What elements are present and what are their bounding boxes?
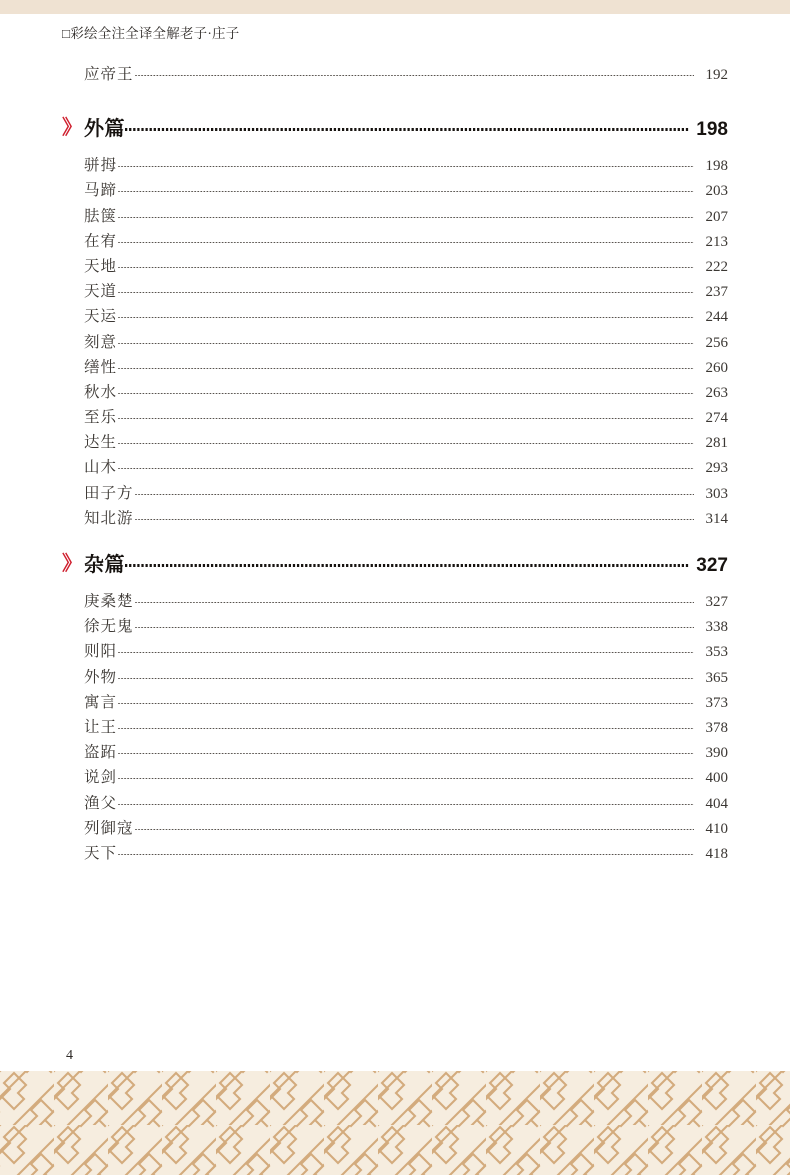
dot-leader <box>135 519 694 520</box>
toc-entry-title: 徐无鬼 <box>84 618 134 636</box>
toc-entry-page: 353 <box>705 644 728 661</box>
toc-entry-title: 在宥 <box>84 232 118 250</box>
toc-entry-page: 365 <box>705 669 728 686</box>
toc-entry-title: 缮性 <box>84 358 118 376</box>
toc-entry[interactable] <box>62 153 728 178</box>
dot-leader <box>125 128 689 131</box>
dot-leader <box>118 468 694 469</box>
dot-leader <box>118 778 694 779</box>
dot-leader <box>118 728 694 729</box>
part-marker-icon: 》 <box>62 117 80 140</box>
toc-entry-title: 天道 <box>84 283 118 301</box>
toc-entry-title: 天地 <box>84 257 118 275</box>
dot-leader <box>118 292 694 293</box>
toc-entry-title: 至乐 <box>84 409 118 427</box>
toc-entry-title: 骈拇 <box>84 157 118 175</box>
toc-entry-title: 天运 <box>84 308 118 326</box>
dot-leader <box>118 166 694 167</box>
dot-leader <box>135 829 694 830</box>
toc-entry-title: 田子方 <box>84 484 134 502</box>
toc-entry-title: 说剑 <box>84 769 118 787</box>
dot-leader <box>118 393 694 394</box>
toc-entry-page: 203 <box>705 183 728 200</box>
toc-entry-title: 天下 <box>84 844 118 862</box>
dot-leader <box>135 627 694 628</box>
top-decorative-band <box>0 0 790 14</box>
toc-entry[interactable] <box>62 330 728 355</box>
toc-entry-page: 198 <box>705 158 728 175</box>
toc-part-page: 198 <box>696 119 728 141</box>
dot-leader <box>118 191 694 192</box>
toc-entry-title: 应帝王 <box>84 66 134 83</box>
toc-part-title: 杂篇 <box>84 554 125 576</box>
toc-entry[interactable] <box>62 62 728 87</box>
toc-part-header[interactable] <box>62 548 728 575</box>
toc-entry[interactable] <box>62 715 728 740</box>
dot-leader <box>118 217 694 218</box>
dot-leader <box>118 678 694 679</box>
toc-entry-title: 渔父 <box>84 794 118 812</box>
dot-leader <box>125 564 689 567</box>
dot-leader <box>118 267 694 268</box>
toc-entry-title: 刻意 <box>84 333 118 351</box>
toc-entry-title: 盗跖 <box>84 744 118 762</box>
toc-entry[interactable] <box>62 304 728 329</box>
toc-entry[interactable] <box>62 229 728 254</box>
dot-leader <box>118 753 694 754</box>
toc-part-header[interactable] <box>62 112 728 139</box>
toc-entry[interactable] <box>62 204 728 229</box>
toc-entry-page: 293 <box>705 460 728 477</box>
dot-leader <box>118 368 694 369</box>
dot-leader <box>118 652 694 653</box>
toc-entry-page: 303 <box>705 485 728 502</box>
toc-entry-title: 秋水 <box>84 383 118 401</box>
dot-leader <box>118 804 694 805</box>
toc-entry-title: 寓言 <box>84 693 118 711</box>
toc-entry[interactable] <box>62 380 728 405</box>
dot-leader <box>135 602 694 603</box>
toc-entry[interactable] <box>62 614 728 639</box>
running-head: □彩绘全注全译全解老子·庄子 <box>62 26 240 41</box>
toc-entry-page: 260 <box>705 359 728 376</box>
toc-entry-title: 山木 <box>84 459 118 477</box>
toc-part-page: 327 <box>696 555 728 576</box>
dot-leader <box>118 242 694 243</box>
toc-entry-page: 418 <box>705 845 728 862</box>
toc-entry-page: 274 <box>705 410 728 427</box>
toc-entry-title: 让王 <box>84 718 118 736</box>
toc-entry[interactable] <box>62 740 728 765</box>
toc-entry[interactable] <box>62 589 728 614</box>
toc-entry-page: 373 <box>705 694 728 711</box>
toc-entry[interactable] <box>62 178 728 203</box>
toc-entry-page: 207 <box>705 208 728 225</box>
dot-leader <box>118 443 694 444</box>
toc-entry[interactable] <box>62 355 728 380</box>
toc-entry-page: 256 <box>705 334 728 351</box>
toc-entry[interactable] <box>62 665 728 690</box>
toc-entry[interactable] <box>62 279 728 304</box>
spacer <box>62 87 728 95</box>
toc-entry-page: 213 <box>705 233 728 250</box>
toc-entry-title: 马蹄 <box>84 182 118 200</box>
toc-entry[interactable] <box>62 816 728 841</box>
toc-entry-page: 244 <box>705 309 728 326</box>
dot-leader <box>118 703 694 704</box>
toc-entry-title: 外物 <box>84 668 118 686</box>
table-of-contents <box>62 62 728 866</box>
toc-entry-page: 263 <box>705 384 728 401</box>
toc-entry-page: 400 <box>705 770 728 787</box>
dot-leader <box>135 75 694 76</box>
toc-entry[interactable] <box>62 455 728 480</box>
dot-leader <box>118 343 694 344</box>
toc-entry-title: 达生 <box>84 434 118 452</box>
toc-entry-title: 则阳 <box>84 643 118 661</box>
dot-leader <box>118 317 694 318</box>
toc-entry-page: 314 <box>705 510 728 527</box>
toc-part-title: 外篇 <box>84 118 125 141</box>
toc-entry[interactable] <box>62 791 728 816</box>
toc-entry[interactable] <box>62 405 728 430</box>
toc-entry[interactable] <box>62 765 728 790</box>
dot-leader <box>118 854 694 855</box>
toc-entry[interactable] <box>62 639 728 664</box>
toc-entry[interactable] <box>62 430 728 455</box>
toc-entry-page: 327 <box>705 594 728 610</box>
toc-entry-title: 知北游 <box>84 509 134 527</box>
toc-entry-page: 281 <box>705 435 728 452</box>
toc-entry-page: 192 <box>705 67 728 83</box>
toc-entry[interactable] <box>62 254 728 279</box>
toc-entry-page: 390 <box>705 745 728 762</box>
toc-entry-page: 237 <box>705 284 728 301</box>
toc-entry-page: 222 <box>705 258 728 275</box>
toc-entry[interactable] <box>62 841 728 866</box>
toc-entry-title: 胠箧 <box>84 207 118 225</box>
toc-entry-page: 378 <box>705 719 728 736</box>
toc-entry[interactable] <box>62 506 728 531</box>
toc-entry-page: 410 <box>705 820 728 837</box>
toc-entry-title: 列御寇 <box>84 819 134 837</box>
bottom-decorative-pattern <box>0 1071 790 1175</box>
toc-entry-title: 庚桑楚 <box>84 593 134 610</box>
toc-entry[interactable] <box>62 690 728 715</box>
fret-pattern-svg <box>0 1071 790 1175</box>
toc-entry[interactable] <box>62 481 728 506</box>
toc-entry-page: 404 <box>705 795 728 812</box>
page-number-folio: 4 <box>66 1048 73 1063</box>
part-marker-icon: 》 <box>62 553 80 575</box>
dot-leader <box>135 494 694 495</box>
toc-entry-page: 338 <box>705 619 728 636</box>
dot-leader <box>118 418 694 419</box>
